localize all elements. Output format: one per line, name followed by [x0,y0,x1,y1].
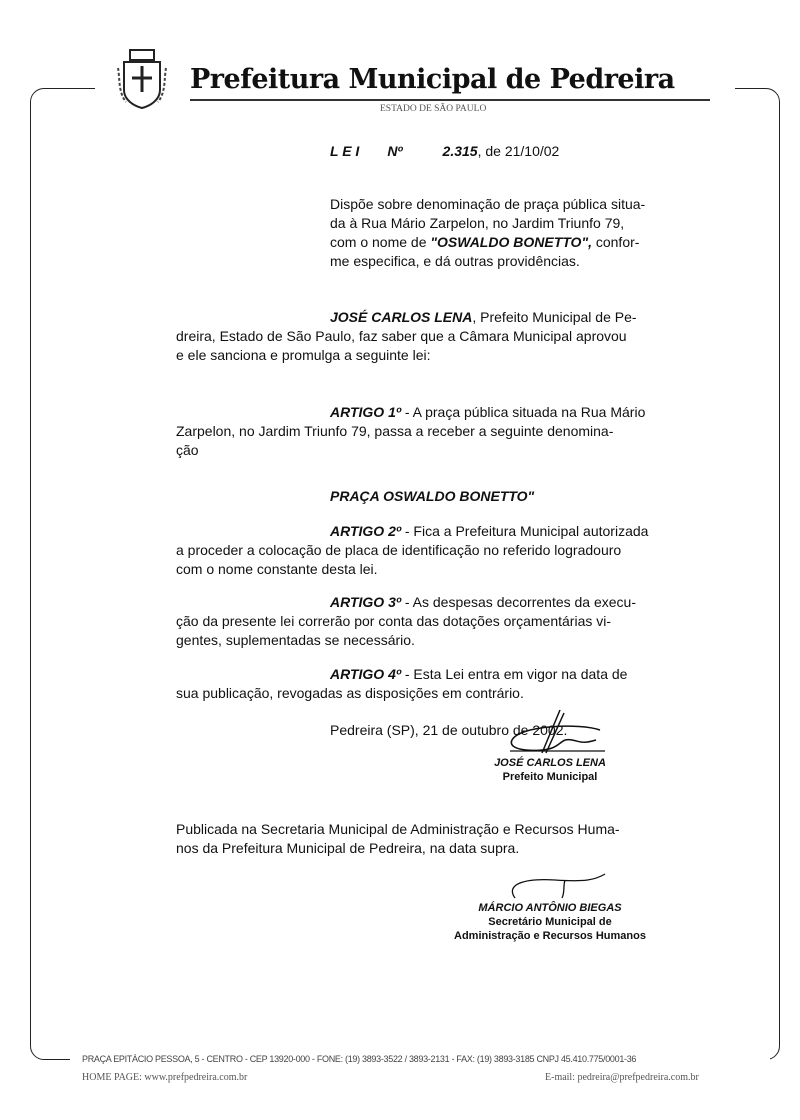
intro-line: JOSÉ CARLOS LENA, Prefeito Municipal de Pe- [330,309,637,325]
signer-2-name: MÁRCIO ANTÔNIO BIEGAS [478,902,622,914]
publication-line: Publicada na Secretaria Municipal de Administração e Recursos Huma- [176,821,620,837]
article-3-line: ção da presente lei correrão por conta das dotações orçamentárias vi- [176,613,612,629]
article-2: ARTIGO 2º - Fica a Prefeitura Municipal autorizada [330,523,649,539]
article-4-line: sua publicação, revogadas as disposições em contrário. [176,685,524,701]
header-subtitle: ESTADO DE SÃO PAULO [380,104,487,114]
coat-of-arms-logo [112,44,172,110]
article-1: ARTIGO 1º - A praça pública situada na Rua Mário [330,404,646,420]
signer-2-role: Secretário Municipal de [488,916,612,928]
footer-address: PRAÇA EPITÁCIO PESSOA, 5 - CENTRO - CEP 13920-000 - FONE: (19) 3893-3522 / 3893-2131 - FAX: (19) 3893-3185 CNPJ 45.410.775/0001-36 [82,1054,637,1064]
signature-mayor [500,705,610,755]
signer-1-role: Prefeito Municipal [502,771,598,783]
ementa-line: Dispõe sobre denominação de praça pública situa- [330,196,646,212]
publication-line: nos da Prefeitura Municipal de Pedreira, na data supra. [176,840,520,856]
article-1-line: ção [176,442,199,458]
header-rule [190,99,710,101]
ementa-line: com o nome de "OSWALDO BONETTO", confor- [330,234,640,250]
header-title: Prefeitura Municipal de Pedreira [190,64,675,95]
article-3-line: gentes, suplementadas se necessário. [176,632,415,648]
footer-email: E-mail: pedreira@prefpedreira.com.br [545,1072,699,1083]
article-1-line: Zarpelon, no Jardim Triunfo 79, passa a receber a seguinte denomina- [176,423,614,439]
law-title: L E I Nº 2.315, de 21/10/02 [330,143,560,159]
place-date: Pedreira (SP), 21 de outubro de 2002. [330,722,568,738]
footer-homepage: HOME PAGE: www.prefpedreira.com.br [82,1072,248,1083]
intro-line: dreira, Estado de São Paulo, faz saber que a Câmara Municipal aprovou [176,328,627,344]
ementa-line: da à Rua Mário Zarpelon, no Jardim Triunfo 79, [330,215,625,231]
article-2-line: com o nome constante desta lei. [176,561,378,577]
ementa-line: me especifica, e dá outras providências. [330,253,580,269]
article-4: ARTIGO 4º - Esta Lei entra em vigor na data de [330,666,628,682]
praca-name: PRAÇA OSWALDO BONETTO" [330,488,535,504]
signer-1-name: JOSÉ CARLOS LENA [494,757,606,769]
article-2-line: a proceder a colocação de placa de identificação no referido logradouro [176,542,622,558]
signer-2-department: Administração e Recursos Humanos [454,930,646,942]
intro-line: e ele sanciona e promulga a seguinte lei: [176,347,431,363]
signature-secretary [505,870,615,900]
article-3: ARTIGO 3º - As despesas decorrentes da execu- [330,594,637,610]
